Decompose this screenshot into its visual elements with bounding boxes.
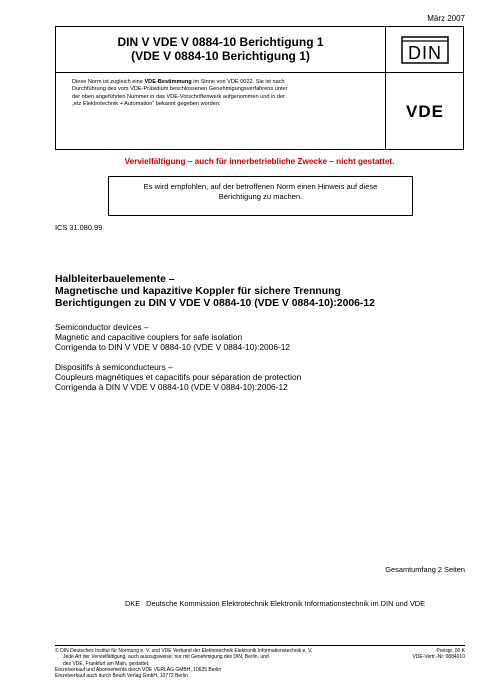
header-box: [55, 26, 464, 150]
price-group: Preisgr. 00 K: [436, 648, 465, 654]
vde-note-bold: VDE-Bestimmung: [144, 79, 192, 85]
dke-abbreviation: DKE: [124, 599, 141, 608]
footer-line-1: © DIN Deutsches Institut für Normung e. V. und VDE Verband der Elektrotechnik Elektronik Informationstechnik e. V.: [55, 648, 313, 654]
vde-note-line-2: Durchführung des vom VDE-Präsidium beschlossenen Genehmigungsverfahrens unter: [72, 86, 288, 93]
vde-note-line-4: „etz Elektrotechnik + Automation“ bekannt gegeben worden.: [72, 101, 221, 108]
vde-note-line1-rest: im Sinne von VDE 0022. Sie ist nach: [191, 79, 285, 85]
title-french-line-3: Corrigenda à DIN V VDE V 0884-10 (VDE V 0884-10):2006-12: [55, 382, 288, 392]
issue-date: März 2007: [427, 14, 465, 23]
footer-copyright: [55, 648, 405, 679]
vde-note: [56, 73, 386, 149]
din-logo-icon: [401, 36, 449, 64]
document-title-line-1: DIN V VDE V 0884-10 Berichtigung 1: [117, 35, 324, 49]
recommendation-line-2: Berichtigung zu machen.: [218, 192, 303, 201]
title-german-line-1: Halbleiterbauelemente –: [55, 274, 175, 285]
vde-note-prefix: Diese Norm ist zugleich eine: [72, 79, 145, 85]
recommendation-box: [108, 176, 413, 216]
total-pages: Gesamtumfang 2 Seiten: [385, 565, 465, 574]
vde-logo: [386, 73, 463, 149]
vde-note-line-3: der oben angeführten Nummer in das VDE-Vorschriftenwerk aufgenommen und in der: [72, 93, 285, 100]
footer-rule: [55, 645, 465, 646]
title-english: [55, 322, 475, 352]
order-number: VDE-Vertr.-Nr. 0884010: [412, 654, 465, 661]
title-french-line-1: Dispositifs à semiconducteurs –: [55, 362, 173, 372]
ics-code: ICS 31.080.99: [55, 223, 103, 232]
din-logo: [386, 27, 463, 73]
title-french: [55, 362, 475, 392]
vde-logo-icon: [394, 102, 456, 120]
footer-line-5: Einzelverkauf auch durch Beuth Verlag GmbH, 10772 Berlin: [55, 673, 188, 680]
document-title-line-2: (VDE V 0884-10 Berichtigung 1): [131, 49, 310, 63]
vde-logo-text: VDE: [405, 102, 444, 120]
title-french-line-2: Coupleurs magnétiques et capacitifs pour séparation de protection: [55, 372, 302, 382]
title-english-line-1: Semiconductor devices –: [55, 322, 149, 332]
footer-line-2: Jede Art der Vervielfältigung, auch auszugsweise, nur mit Genehmigung des DIN, Berlin, und: [63, 654, 269, 661]
dke-line: [55, 599, 495, 608]
title-german-line-3: Berichtigungen zu DIN V VDE V 0884-10 (VDE V 0884-10):2006-12: [55, 297, 375, 309]
title-english-line-3: Corrigenda to DIN V VDE V 0884-10 (VDE V 0884-10):2006-12: [55, 342, 291, 352]
title-english-line-2: Magnetic and capacitive couplers for safe isolation: [55, 332, 243, 342]
footer-line-3: des VDE, Frankfurt am Main, gestattet.: [63, 660, 150, 667]
recommendation-line-1: Es wird empfohlen, auf der betroffenen Norm einen Hinweis auf diese: [143, 182, 378, 191]
copy-warning: Vervielfältigung – auch für innerbetriebliche Zwecke – nicht gestattet.: [124, 157, 395, 166]
title-german: [55, 274, 475, 309]
title-german-line-2: Magnetische und kapazitive Koppler für sichere Trennung: [55, 285, 341, 297]
dke-name: Deutsche Kommission Elektrotechnik Elektronik Informationstechnik im DIN und VDE: [146, 599, 426, 608]
document-title: [56, 27, 386, 73]
din-logo-text: DIN: [407, 42, 442, 63]
footer-price-info: [375, 648, 465, 661]
footer-line-4: Einzelverkauf und Abonnements durch VDE VERLAG GMBH, 10625 Berlin: [55, 666, 222, 673]
